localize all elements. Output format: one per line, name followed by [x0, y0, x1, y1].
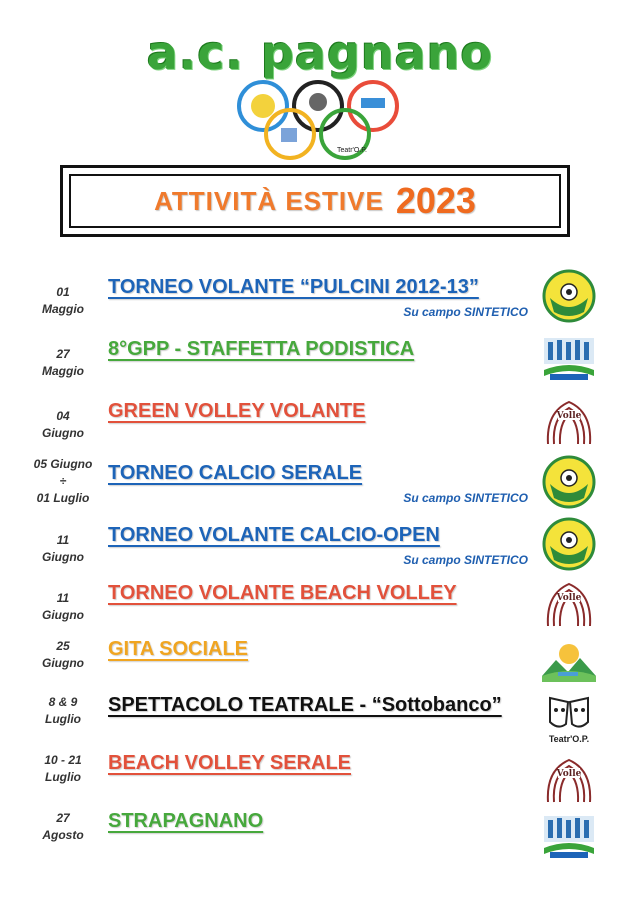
event-row	[0, 332, 640, 390]
theater-logo-caption: Teatr'O.P.	[548, 734, 590, 744]
event-name: BEACH VOLLEY SERALE	[108, 752, 351, 774]
event-date: 27 Maggio	[42, 347, 84, 378]
volley-logo-icon	[540, 750, 598, 806]
event-name: SPETTACOLO TEATRALE - “Sottobanco”	[108, 694, 502, 716]
event-name: STRAPAGNANO	[108, 810, 264, 832]
event-row	[0, 456, 640, 514]
event-date: 05 Giugno ÷ 01 Luglio	[33, 457, 93, 505]
title-text: ATTIVITÀ ESTIVE	[154, 185, 384, 216]
event-row	[0, 638, 640, 696]
event-name: TORNEO CALCIO SERALE	[108, 462, 363, 484]
rings-logo	[233, 78, 403, 162]
landscape-logo-icon	[540, 636, 598, 692]
brand-title: a.c. pagnano	[146, 26, 494, 80]
event-name: TORNEO VOLANTE BEACH VOLLEY	[108, 582, 457, 604]
event-name: TORNEO VOLANTE CALCIO-OPEN	[108, 524, 440, 546]
event-row	[0, 518, 640, 576]
volley-logo-icon	[540, 392, 598, 448]
title-year: 2023	[395, 180, 476, 221]
event-date: 27 Agosto	[42, 811, 84, 842]
event-date: 8 & 9 Luglio	[45, 695, 81, 726]
event-note: Su campo SINTETICO	[403, 305, 528, 319]
theater-masks-logo-icon	[540, 692, 598, 748]
event-date: 11 Giugno	[42, 533, 84, 564]
svg-text:Teatr'O.P.: Teatr'O.P.	[337, 147, 367, 154]
svg-text:Volle: Volle	[556, 593, 582, 603]
event-row	[0, 394, 640, 452]
running-group-logo-icon	[540, 808, 598, 864]
svg-text:Volle: Volle	[556, 411, 582, 421]
event-date: 11 Giugno	[42, 591, 84, 622]
event-name: 8°GPP - STAFFETTA PODISTICA	[108, 338, 415, 360]
event-name: TORNEO VOLANTE “PULCINI 2012-13”	[108, 276, 479, 298]
event-row	[0, 576, 640, 634]
svg-text:Volle: Volle	[556, 769, 582, 779]
running-group-logo-icon	[540, 330, 598, 386]
event-date: 01 Maggio	[42, 285, 84, 316]
event-name: GITA SOCIALE	[108, 638, 248, 660]
event-date: 10 - 21 Luglio	[44, 753, 82, 784]
event-row	[0, 752, 640, 810]
event-row	[0, 270, 640, 328]
soccer-club-logo-icon	[540, 516, 598, 572]
title-frame	[60, 165, 570, 237]
event-date: 25 Giugno	[42, 639, 84, 670]
event-row	[0, 694, 640, 752]
soccer-club-logo-icon	[540, 454, 598, 510]
event-name: GREEN VOLLEY VOLANTE	[108, 400, 366, 422]
soccer-club-logo-icon	[540, 268, 598, 324]
event-note: Su campo SINTETICO	[403, 491, 528, 505]
volley-logo-icon	[540, 574, 598, 630]
event-date: 04 Giugno	[42, 409, 84, 440]
event-row	[0, 810, 640, 868]
event-note: Su campo SINTETICO	[403, 553, 528, 567]
